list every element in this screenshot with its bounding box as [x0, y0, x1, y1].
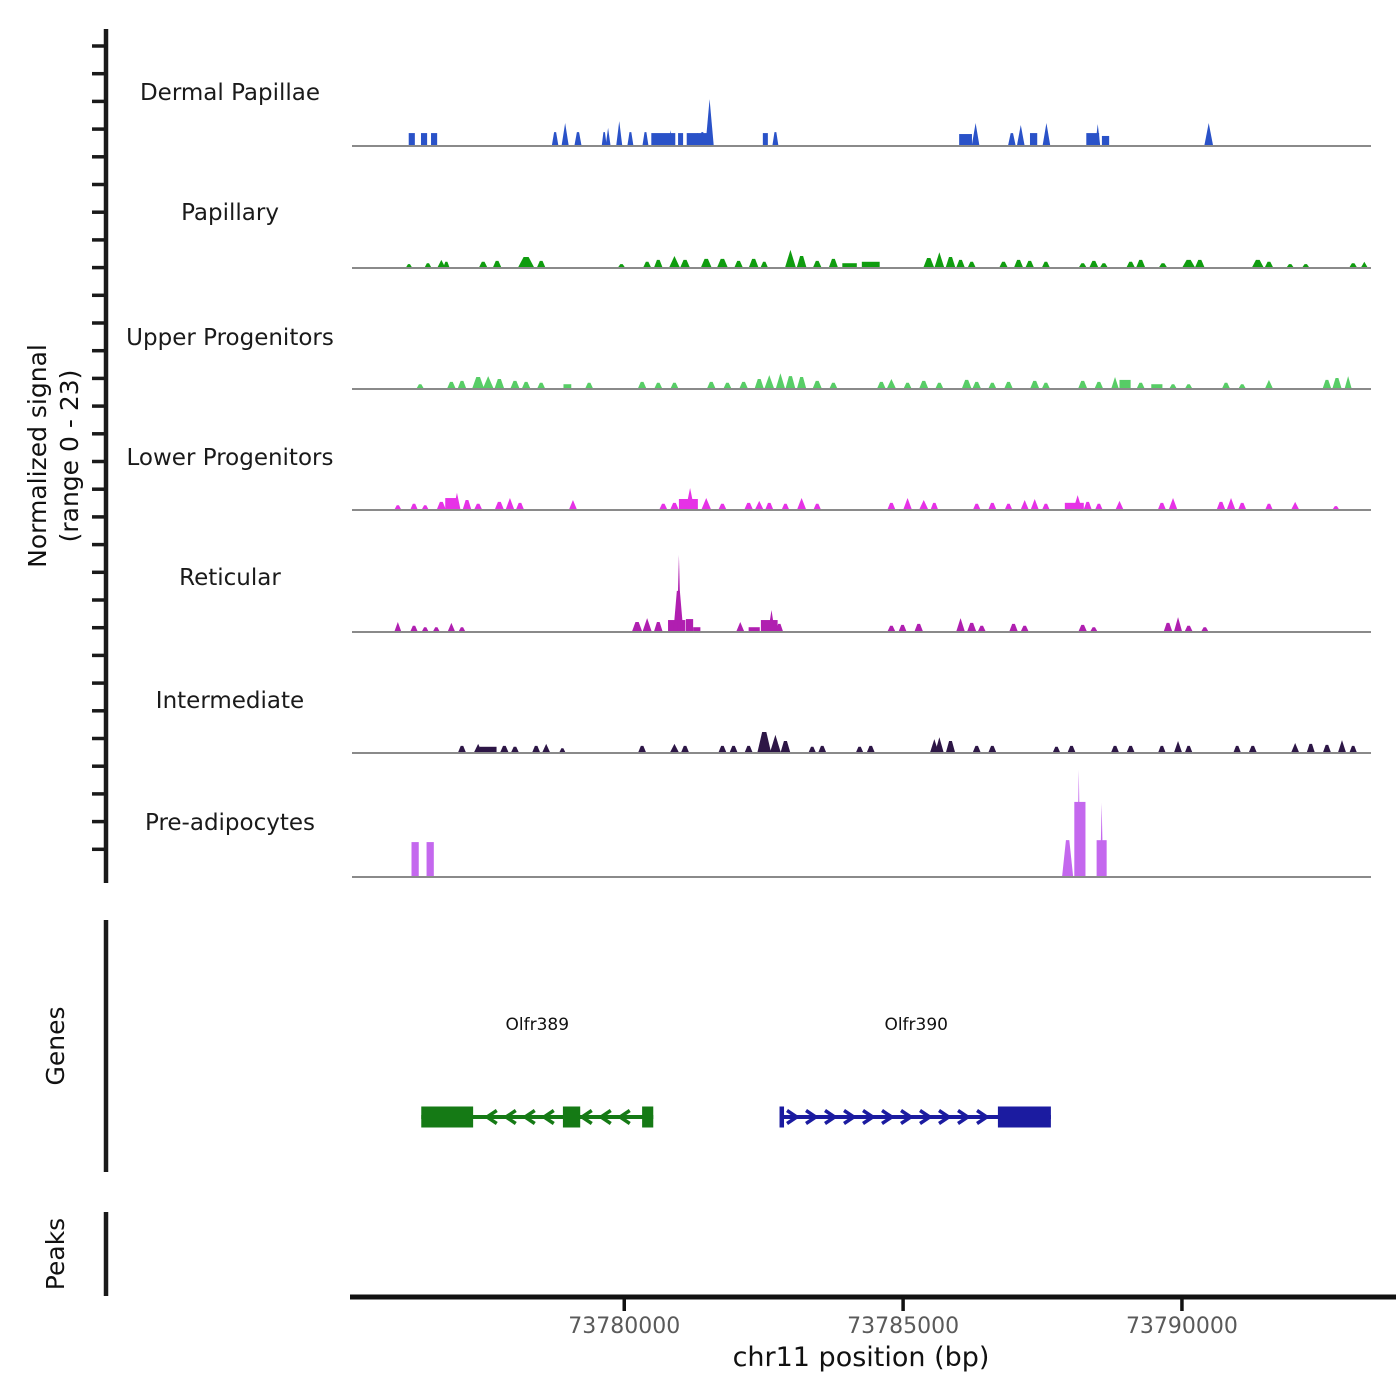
- signal-peak: [797, 377, 806, 389]
- signal-peak: [701, 259, 712, 268]
- signal-tracks: [352, 99, 1371, 877]
- signal-peak: [772, 132, 778, 146]
- signal-peak: [736, 622, 744, 632]
- track-label-intermediate: Intermediate: [155, 688, 305, 714]
- signal-peak: [797, 256, 807, 268]
- signal-peak: [887, 503, 895, 510]
- genes-section-label: Genes: [41, 1006, 70, 1086]
- x-axis-tick-labels: [568, 1314, 1238, 1339]
- signal-peak: [1338, 740, 1346, 753]
- signal-peak: [739, 382, 748, 389]
- signal-peak: [946, 741, 955, 753]
- signal-peak: [764, 375, 774, 389]
- signal-peak: [1227, 498, 1236, 510]
- signal-peak: [934, 252, 944, 268]
- signal-peak: [654, 260, 663, 268]
- signal-peak: [919, 500, 928, 510]
- signal-peak: [930, 503, 938, 510]
- signal-peak: [813, 261, 822, 268]
- track-intermediate: [352, 732, 1371, 753]
- signal-peak: [797, 498, 806, 510]
- signal-peak: [681, 746, 689, 753]
- signal-peak: [770, 735, 781, 753]
- signal-peak: [642, 618, 651, 632]
- signal-peak: [522, 382, 531, 389]
- signal-peak: [458, 381, 467, 389]
- signal-peak: [765, 503, 773, 510]
- signal-peak: [1119, 380, 1130, 389]
- gene-model-olfr389: [421, 1107, 653, 1128]
- signal-peak: [669, 256, 680, 268]
- signal-peak: [1174, 741, 1182, 753]
- signal-peak: [988, 503, 996, 510]
- y-axis-label-line2: (range 0 - 23): [55, 369, 84, 543]
- signal-peak: [754, 379, 763, 389]
- signal-peak: [686, 619, 693, 632]
- signal-peak: [1195, 260, 1205, 268]
- signal-peak: [1094, 382, 1103, 389]
- signal-peak: [638, 746, 646, 753]
- signal-peak: [537, 261, 546, 268]
- signal-peak: [394, 622, 401, 632]
- signal-peak: [638, 382, 647, 389]
- signal-peak: [1252, 260, 1264, 268]
- signal-peak: [898, 625, 906, 632]
- signal-peak: [1115, 501, 1123, 510]
- signal-peak: [744, 503, 753, 510]
- signal-peak: [421, 133, 427, 146]
- signal-peak: [972, 382, 981, 389]
- signal-peak: [1031, 499, 1039, 510]
- signal-peak: [574, 132, 581, 146]
- signal-peak: [654, 622, 663, 632]
- signal-peak: [427, 842, 434, 877]
- signal-peak: [1025, 261, 1034, 268]
- signal-peak: [463, 500, 472, 510]
- signal-peak: [542, 744, 550, 753]
- signal-peak: [670, 503, 679, 510]
- signal-peak: [1084, 502, 1092, 510]
- signal-peak: [412, 842, 419, 877]
- signal-peak: [495, 502, 504, 510]
- signal-peak: [887, 379, 896, 389]
- gene-label-olfr390: Olfr390: [884, 1015, 948, 1035]
- signal-peak: [518, 257, 535, 268]
- signal-peak: [1078, 625, 1087, 632]
- signal-peak: [1323, 745, 1331, 753]
- gene-exon: [998, 1107, 1051, 1128]
- track-papillary: [352, 250, 1371, 268]
- signal-peak: [1291, 743, 1299, 753]
- x-tick-label-73785000: 73785000: [847, 1314, 960, 1339]
- signal-peak: [483, 376, 494, 389]
- signal-peak: [763, 133, 768, 146]
- signal-peak: [1204, 123, 1213, 146]
- signal-peak: [1126, 746, 1134, 753]
- signal-peak: [1030, 133, 1037, 146]
- signal-peak: [956, 260, 965, 268]
- signal-peak: [472, 377, 484, 389]
- signal-peak: [458, 746, 466, 753]
- signal-peak: [785, 376, 795, 389]
- signal-peak: [962, 380, 972, 389]
- track-reticular: [352, 555, 1371, 632]
- signal-peak: [1265, 380, 1273, 389]
- signal-peak: [1169, 498, 1178, 510]
- signal-peak: [1332, 378, 1341, 389]
- gene-models: [421, 1107, 1051, 1128]
- signal-peak: [500, 746, 509, 753]
- signal-peak: [1020, 500, 1028, 510]
- signal-peak: [967, 623, 976, 632]
- signal-peak: [923, 258, 934, 268]
- signal-peak: [680, 260, 690, 268]
- signal-peak: [757, 732, 771, 753]
- x-axis-title: chr11 position (bp): [732, 1342, 990, 1373]
- signal-peak: [1249, 746, 1257, 753]
- signal-peak: [505, 498, 514, 510]
- signal-peak: [1017, 125, 1025, 146]
- signal-peak: [705, 99, 713, 146]
- signal-peak: [1345, 376, 1352, 389]
- signal-peak: [1067, 746, 1075, 753]
- track-labels: [126, 80, 334, 836]
- signal-peak: [616, 121, 622, 146]
- x-tick-label-73780000: 73780000: [568, 1314, 681, 1339]
- signal-peak: [818, 746, 826, 753]
- signal-peak: [431, 133, 437, 146]
- track-dermal-papillae: [352, 99, 1371, 146]
- signal-peak: [812, 381, 821, 389]
- signal-peak: [1043, 123, 1051, 146]
- signal-peak: [627, 132, 633, 146]
- signal-peak: [493, 261, 502, 268]
- signal-peak: [919, 381, 928, 389]
- gene-label-olfr389: Olfr389: [505, 1015, 570, 1035]
- signal-peak: [562, 123, 569, 146]
- signal-peak: [785, 250, 796, 268]
- signal-peak: [988, 746, 996, 753]
- signal-peak: [701, 498, 711, 510]
- signal-peak: [516, 503, 524, 510]
- signal-peak: [1111, 377, 1119, 389]
- signal-peak: [687, 133, 698, 146]
- y-axis-label-line1: Normalized signal: [23, 344, 52, 568]
- track-lower-progenitors: [352, 488, 1371, 510]
- signal-peak: [1233, 746, 1241, 753]
- signal-peak: [552, 132, 559, 146]
- signal-peak: [945, 257, 955, 268]
- signal-peak: [409, 133, 415, 146]
- signal-peak: [1349, 746, 1357, 753]
- track-label-lower-progenitors: Lower Progenitors: [126, 445, 334, 471]
- x-tick-label-73790000: 73790000: [1125, 1314, 1238, 1339]
- signal-peak: [734, 261, 743, 268]
- signal-peak: [867, 746, 875, 753]
- signal-peak: [447, 623, 455, 632]
- signal-peak: [1217, 502, 1226, 510]
- track-label-dermal-papillae: Dermal Papillae: [139, 80, 321, 106]
- track-label-pre-adipocytes: Pre-adipocytes: [144, 810, 316, 836]
- signal-peak: [959, 134, 972, 146]
- gene-exon: [421, 1107, 473, 1128]
- signal-peak: [749, 259, 759, 268]
- signal-peak: [707, 382, 716, 389]
- signal-peak: [729, 746, 737, 753]
- track-label-upper-progenitors: Upper Progenitors: [126, 325, 334, 351]
- signal-peak: [1030, 381, 1039, 389]
- signal-peak: [437, 502, 446, 510]
- peaks-section-label: Peaks: [41, 1217, 70, 1291]
- signal-peak: [744, 746, 752, 753]
- signal-peak: [678, 133, 683, 146]
- signal-peak: [829, 259, 838, 268]
- signal-peak: [1004, 382, 1013, 389]
- signal-peak: [717, 259, 728, 268]
- gene-start-bar: [780, 1107, 785, 1128]
- signal-peak: [956, 618, 965, 632]
- signal-peak: [1100, 803, 1103, 877]
- signal-peak: [1185, 746, 1193, 753]
- signal-peak: [1174, 617, 1182, 632]
- signal-peak: [718, 746, 726, 753]
- signal-peak: [776, 373, 785, 389]
- track-pre-adipocytes: [352, 770, 1371, 877]
- signal-peak: [606, 128, 611, 146]
- signal-peak: [1014, 260, 1023, 268]
- signal-peak: [532, 746, 540, 753]
- signal-peak: [780, 741, 790, 753]
- signal-peak: [755, 501, 764, 510]
- signal-peak: [1182, 260, 1195, 268]
- track-upper-progenitors: [352, 373, 1371, 389]
- signal-peak: [1158, 746, 1166, 753]
- track-label-papillary: Papillary: [181, 200, 279, 226]
- signal-peak: [447, 382, 456, 389]
- signal-peak: [1238, 503, 1246, 510]
- signal-peak: [632, 622, 643, 632]
- signal-peak: [903, 498, 912, 510]
- signal-peak: [973, 746, 981, 753]
- signal-peak: [642, 132, 648, 146]
- signal-peak: [1291, 502, 1299, 510]
- signal-peak: [1136, 260, 1145, 268]
- signal-peak: [510, 381, 519, 389]
- signal-peak: [972, 123, 980, 146]
- gene-exon: [642, 1107, 653, 1128]
- signal-peak: [1089, 261, 1098, 268]
- signal-peak: [1073, 495, 1082, 510]
- gene-exon: [563, 1107, 580, 1128]
- signal-peak: [670, 744, 679, 753]
- signal-peak: [1008, 133, 1016, 146]
- signal-peak: [569, 500, 577, 510]
- signal-peak: [1009, 624, 1018, 632]
- signal-peak: [914, 624, 923, 632]
- signal-peak: [1307, 744, 1315, 753]
- signal-peak: [1078, 381, 1087, 389]
- signal-peak: [877, 382, 886, 389]
- signal-peak: [1062, 840, 1073, 877]
- signal-peak: [1102, 136, 1109, 146]
- signal-peak: [1111, 746, 1119, 753]
- signal-peak: [1322, 380, 1331, 389]
- signal-peak: [1158, 503, 1166, 510]
- signal-peak: [1164, 623, 1173, 632]
- track-label-reticular: Reticular: [179, 565, 281, 591]
- gene-model-olfr390: [780, 1107, 1051, 1128]
- signal-peak: [494, 379, 504, 389]
